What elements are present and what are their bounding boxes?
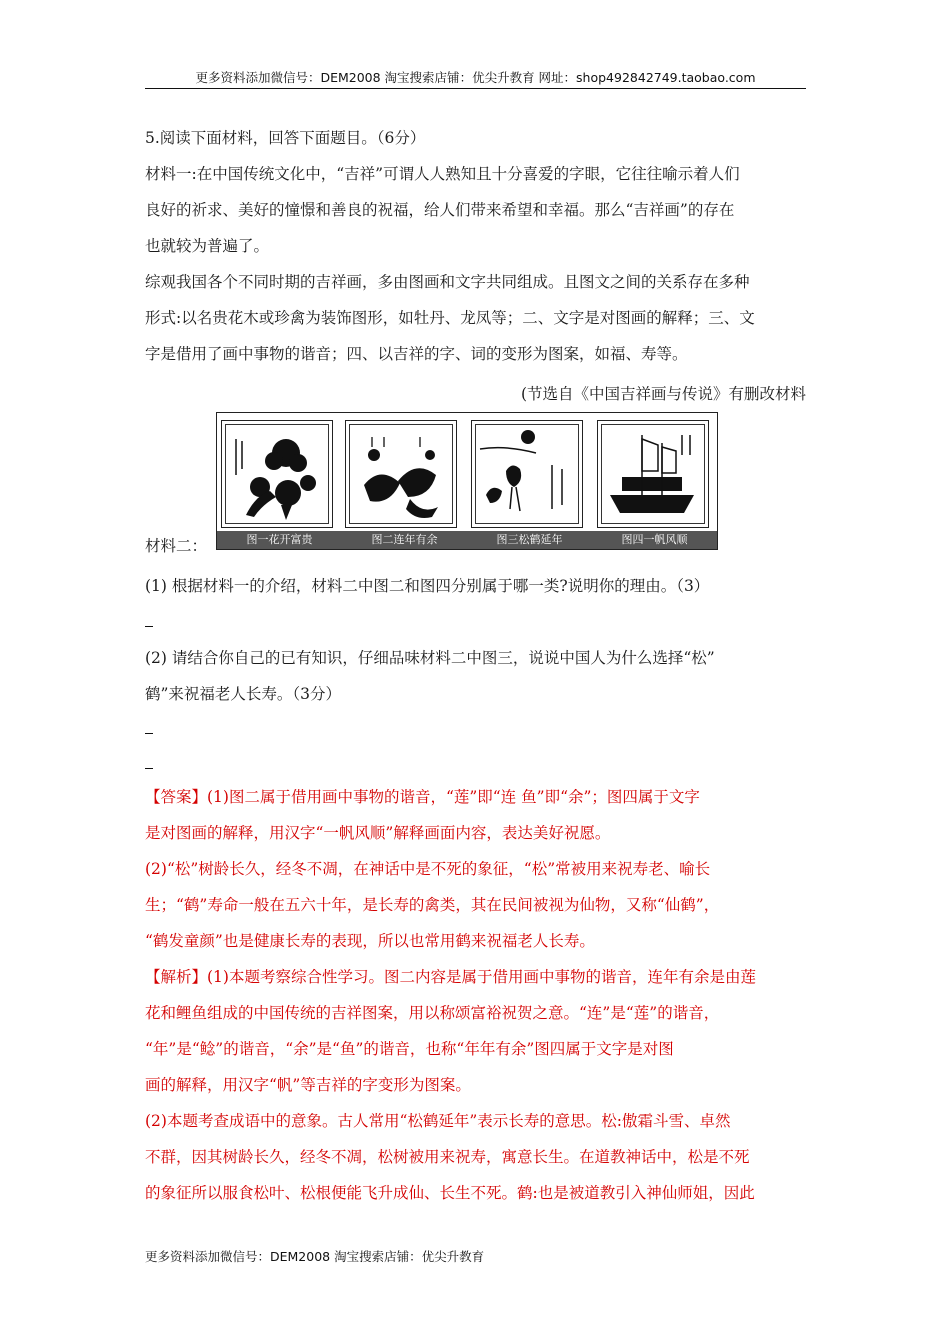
analysis-line: 的象征所以服食松叶、松根便能飞升成仙、长生不死。鹤:也是被道教引入神仙师姐，因此 <box>145 1184 755 1202</box>
answer-line: 【答案】(1)图二属于借用画中事物的谐音，“莲”即“连 鱼”即“余”；图四属于文字 <box>145 788 700 806</box>
answer-blank <box>145 626 153 627</box>
analysis-line: 花和鲤鱼组成的中国传统的吉祥图案，用以称颂富裕祝贺之意。“连”是“莲”的谐音， <box>145 1004 720 1022</box>
analysis-line: “年”是“鲶”的谐音，“余”是“鱼”的谐音，也称“年年有余”图四属于文字是对图 <box>145 1040 674 1058</box>
figure-panel-lotus-fish <box>345 420 457 528</box>
material1-line: 也就较为普遍了。 <box>145 237 270 255</box>
figure-caption: 图一花开富贵 <box>246 533 313 546</box>
answer-line: 是对图画的解释，用汉字“一帆风顺”解释画面内容，表达美好祝愿。 <box>145 824 611 842</box>
pine-crane-illustration <box>476 425 580 525</box>
figure-panel-sailboat <box>597 420 709 528</box>
sailboat-illustration <box>602 425 706 525</box>
page-footer: 更多资料添加微信号：DEM2008 淘宝搜索店铺：优尖升教育 <box>145 1249 485 1264</box>
figure-caption: 图三松鹤延年 <box>496 533 563 546</box>
material2-label: 材料二： <box>145 537 208 555</box>
figure-strip <box>216 412 718 550</box>
analysis-line: 画的解释，用汉字“帆”等吉祥的字变形为图案。 <box>145 1076 471 1094</box>
analysis-line: (2)本题考查成语中的意象。古人常用“松鹤延年”表示长寿的意思。松:傲霜斗雪、卓然 <box>145 1112 731 1130</box>
figure-panel-peony <box>221 420 333 528</box>
material1-line: 良好的祈求、美好的憧憬和善良的祝福，给人们带来希望和幸福。那么“吉祥画”的存在 <box>145 201 735 219</box>
material1-line: 材料一:在中国传统文化中，“吉祥”可谓人人熟知且十分喜爱的字眼，它往往喻示着人们 <box>145 165 740 183</box>
answer-blank <box>145 768 153 769</box>
analysis-line: 【解析】(1)本题考察综合性学习。图二内容是属于借用画中事物的谐音，连年有余是由莲 <box>145 968 756 986</box>
question-2-line: (2) 请结合你自己的已有知识，仔细品味材料二中图三，说说中国人为什么选择“松” <box>145 649 715 667</box>
answer-line: (2)“松”树龄长久，经冬不凋，在神话中是不死的象征，“松”常被用来祝寿老、喻长 <box>145 860 711 878</box>
answer-line: “鹤发童颜”也是健康长寿的表现，所以也常用鹤来祝福老人长寿。 <box>145 932 595 950</box>
material1-line: 综观我国各个不同时期的吉祥画，多由图画和文字共同组成。且图文之间的关系存在多种 <box>145 273 750 291</box>
analysis-line: 不群，因其树龄长久，经冬不凋，松树被用来祝寿，寓意长生。在道教神话中，松是不死 <box>145 1148 750 1166</box>
material1-line: 形式:以名贵花木或珍禽为装饰图形，如牡丹、龙凤等；二、文字是对图画的解释；三、文 <box>145 309 755 327</box>
material1-line: 字是借用了画中事物的谐音；四、以吉祥的字、词的变形为图案，如福、寿等。 <box>145 345 688 363</box>
figure-caption-bar <box>217 531 717 549</box>
figure-panel-pine-crane <box>471 420 583 528</box>
peony-illustration <box>226 425 330 525</box>
lotus-fish-illustration <box>350 425 454 525</box>
answer-blank <box>145 733 153 734</box>
figure-caption: 图四一帆风顺 <box>621 533 688 546</box>
answer-line: 生；“鹤”寿命一般在五六十年，是长寿的禽类，其在民间被视为仙物，又称“仙鹤”， <box>145 896 720 914</box>
page-header: 更多资料添加微信号：DEM2008 淘宝搜索店铺：优尖升教育 网址：shop492842749.taobao.com <box>195 70 756 85</box>
question-title: 5.阅读下面材料，回答下面题目。（6分） <box>145 129 426 147</box>
header-rule <box>145 88 806 89</box>
question-2-line: 鹤”来祝福老人长寿。（3分） <box>145 685 342 703</box>
question-1: (1) 根据材料一的介绍，材料二中图二和图四分别属于哪一类?说明你的理由。（3） <box>145 577 710 595</box>
figure-caption: 图二连年有余 <box>371 533 438 546</box>
source-citation: (节选自《中国吉祥画与传说》有删改材料 <box>520 385 806 403</box>
